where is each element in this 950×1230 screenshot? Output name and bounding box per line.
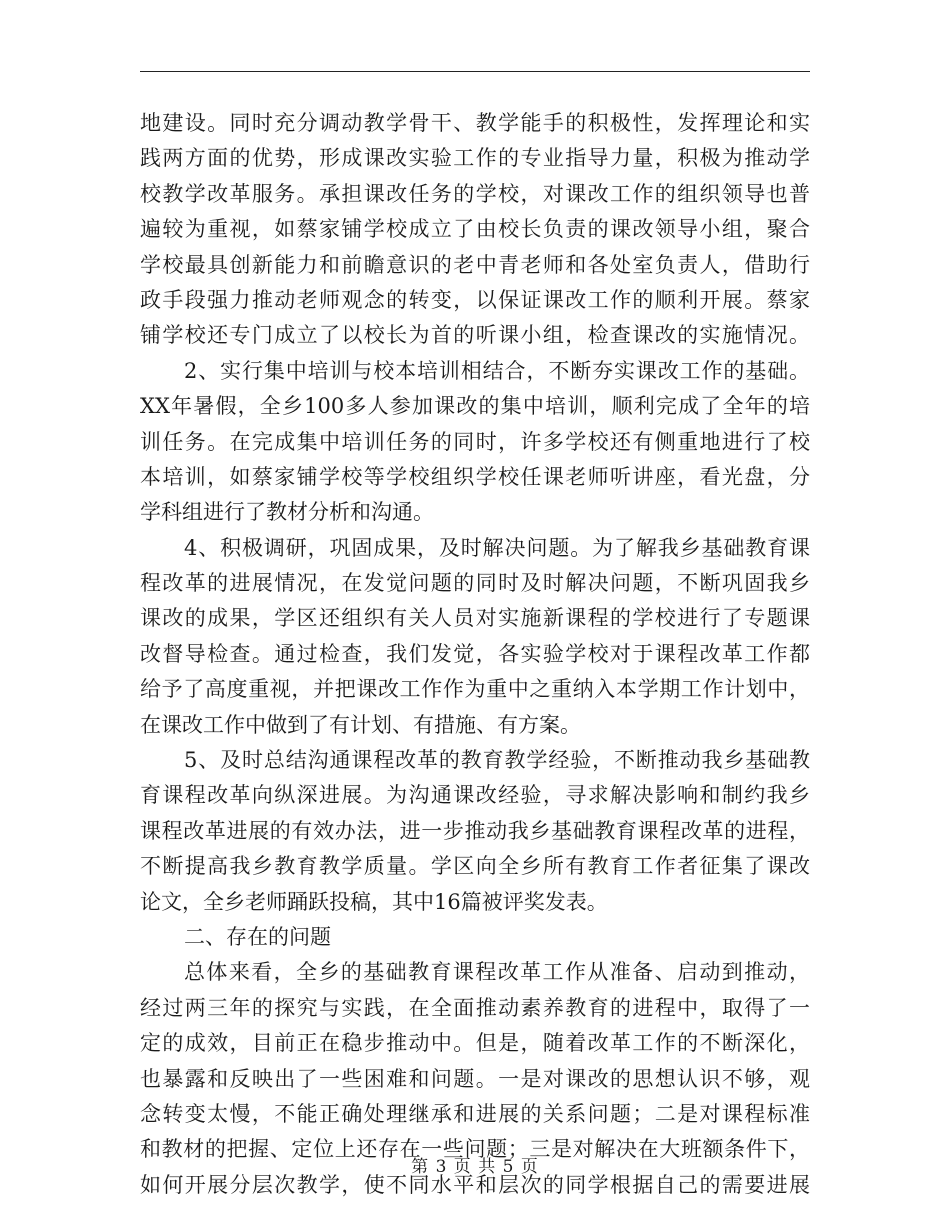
text-line: 遍较为重视，如蔡家铺学校成立了由校长负责的课改领导小组，聚合 xyxy=(140,217,810,242)
text-line: 铺学校还专门成立了以校长为首的听课小组，检查课改的实施情况。 xyxy=(140,323,810,348)
text-line: 经过两三年的探究与实践，在全面推动素养教育的进程中，取得了一 xyxy=(140,995,810,1020)
text-line: 政手段强力推动老师观念的转变，以保证课改工作的顺利开展。蔡家 xyxy=(140,287,810,312)
text-line: 校教学改革服务。承担课改任务的学校，对课改工作的组织领导也普 xyxy=(140,181,810,206)
page-number-footer: 第 3 页 共 5 页 xyxy=(411,1157,539,1177)
text-line: 学科组进行了教材分析和沟通。 xyxy=(140,500,434,525)
text-line: 如何开展分层次教学，使不同水平和层次的同学根据自己的需要进展 xyxy=(140,1172,810,1197)
text-line: 总体来看，全乡的基础教育课程改革工作从准备、启动到推动， xyxy=(184,960,810,985)
text-line: 4、积极调研，巩固成果，及时解决问题。为了解我乡基础教育课 xyxy=(184,535,810,560)
text-line: 和教材的把握、定位上还存在一些问题；三是对解决在大班额条件下， xyxy=(140,1137,810,1162)
body-text xyxy=(140,106,810,1203)
text-line: 程改革的进展情况，在发觉问题的同时及时解决问题，不断巩固我乡 xyxy=(140,571,810,596)
text-line: 改督导检查。通过检查，我们发觉，各实验学校对于课程改革工作都 xyxy=(140,641,810,666)
text-line: 地建设。同时充分调动教学骨干、教学能手的积极性，发挥理论和实 xyxy=(140,111,810,135)
text-line: 2、实行集中培训与校本培训相结合，不断夯实课改工作的基础。 xyxy=(184,358,810,383)
text-line: 二、存在的问题 xyxy=(184,924,331,949)
text-line: XX年暑假，全乡100多人参加课改的集中培训，顺利完成了全年的培 xyxy=(140,394,810,419)
text-line: 论文，全乡老师踊跃投稿，其中16篇被评奖发表。 xyxy=(140,889,608,914)
text-line: 5、及时总结沟通课程改革的教育教学经验，不断推动我乡基础教 xyxy=(184,748,810,773)
text-line: 育课程改革向纵深进展。为沟通课改经验，寻求解决影响和制约我乡 xyxy=(140,783,810,808)
text-line: 学校最具创新能力和前瞻意识的老中青老师和各处室负责人，借助行 xyxy=(140,252,810,277)
text-line: 给予了高度重视，并把课改工作作为重中之重纳入本学期工作计划中， xyxy=(140,677,810,702)
text-line: 课程改革进展的有效办法，进一步推动我乡基础教育课程改革的进程， xyxy=(140,818,810,843)
text-line: 念转变太慢，不能正确处理继承和进展的关系问题；二是对课程标准 xyxy=(140,1101,810,1126)
text-line: 本培训，如蔡家铺学校等学校组织学校任课老师听讲座，看光盘，分 xyxy=(140,464,810,489)
text-line: 在课改工作中做到了有计划、有措施、有方案。 xyxy=(140,712,581,737)
text-line: 不断提高我乡教育教学质量。学区向全乡所有教育工作者征集了课改 xyxy=(140,854,810,879)
text-line: 也暴露和反映出了一些困难和问题。一是对课改的思想认识不够，观 xyxy=(140,1066,810,1091)
text-line: 训任务。在完成集中培训任务的同时，许多学校还有侧重地进行了校 xyxy=(140,429,810,454)
header-rule xyxy=(140,71,810,72)
text-line: 课改的成果，学区还组织有关人员对实施新课程的学校进行了专题课 xyxy=(140,606,810,631)
text-line: 践两方面的优势，形成课改实验工作的专业指导力量，积极为推动学 xyxy=(140,146,810,171)
text-line: 定的成效，目前正在稳步推动中。但是，随着改革工作的不断深化， xyxy=(140,1031,810,1056)
